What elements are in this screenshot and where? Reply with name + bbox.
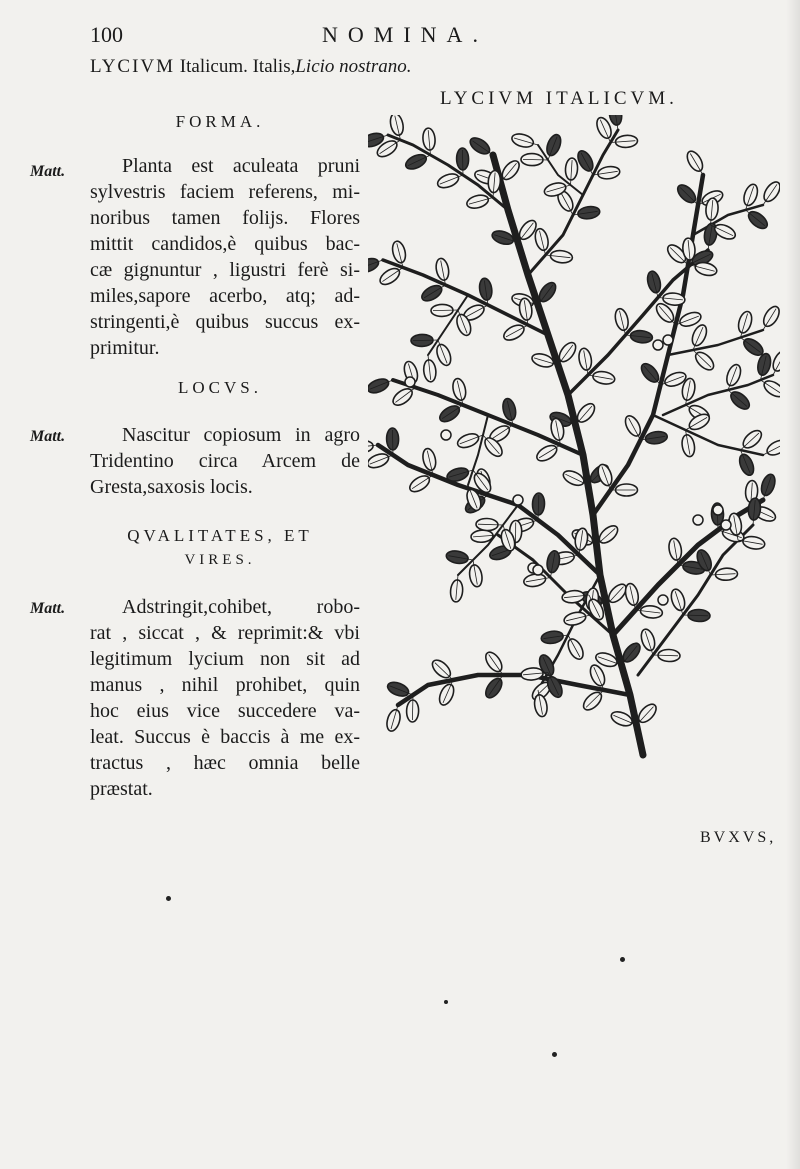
text-line: hoc eius vice succedere va-: [90, 700, 360, 722]
text-line: stringenti,è quibus succus ex-: [90, 311, 360, 333]
text-line: sylvestris faciem referens, mi-: [90, 181, 360, 203]
text-line: Tridentino circa Arcem de: [90, 450, 360, 472]
section-heading-forma: FORMA.: [175, 112, 265, 131]
ink-speck: [620, 957, 625, 962]
tree-berry: [441, 430, 451, 440]
section-heading-qualitates: QVALITATES, ET: [127, 526, 313, 545]
tree-berry: [513, 495, 523, 505]
text-line: Gresta,saxosis locis.: [90, 476, 253, 498]
tree-leaf: [368, 451, 391, 470]
page-number: 100: [90, 22, 123, 47]
tree-leaf: [368, 376, 391, 395]
entry-vernacular: Licio nostrano.: [295, 56, 412, 77]
text-line: miles,sapore acerbo, atq; ad-: [90, 285, 360, 307]
text-line: mittit candidos,è quibus bac-: [90, 233, 360, 255]
tree-berry: [658, 595, 668, 605]
paragraph-forma: [90, 153, 360, 361]
tree-woodcut-illustration: [368, 115, 780, 765]
ink-speck: [552, 1052, 557, 1057]
text-line: legitimum lycium non sit ad: [90, 648, 360, 670]
text-line: manus , nihil prohibet, quin: [90, 674, 360, 696]
ink-speck: [166, 896, 171, 901]
entry-italis: Italis,: [252, 56, 296, 77]
section-heading-vires: VIRES.: [184, 552, 256, 568]
text-line: noribus tamen folijs. Flores: [90, 207, 360, 229]
text-line: Nascitur copiosum in agro: [122, 424, 360, 446]
tree-leaf: [761, 179, 780, 204]
text-line: primitur.: [90, 337, 160, 359]
text-line: leat. Succus è baccis à me ex-: [90, 726, 360, 748]
tree-leaf: [761, 378, 780, 400]
text-line: tractus , hæc omnia belle: [90, 752, 360, 774]
catchword: BVXVS,: [700, 829, 777, 846]
plate-caption: LYCIVM ITALICVM.: [440, 88, 678, 109]
running-head: NOMINA.: [322, 22, 488, 47]
text-line: cæ gignuntur , ligustri ferè si-: [90, 259, 360, 281]
marginal-note: Matt.: [30, 163, 66, 180]
text-line: præstat.: [90, 778, 153, 800]
text-line: Planta est aculeata pruni: [122, 155, 360, 177]
entry-title: [90, 56, 411, 78]
text-line: rat , siccat , & reprimit:& vbi: [90, 622, 360, 644]
tree-leaf: [761, 304, 780, 329]
section-heading-locus: LOCVS.: [178, 378, 262, 397]
marginal-note: Matt.: [30, 600, 66, 617]
tree-berry: [405, 377, 415, 387]
marginal-note: Matt.: [30, 428, 66, 445]
tree-berry: [693, 515, 703, 525]
tree-leaf: [770, 348, 780, 373]
tree-berry: [653, 340, 663, 350]
paragraph-qualitates: [90, 594, 360, 802]
tree-berry: [663, 335, 673, 345]
tree-leaf: [368, 440, 374, 454]
text-line: Adstringit,cohibet, robo-: [122, 596, 360, 618]
tree-leaf: [368, 256, 380, 275]
paragraph-locus: [90, 422, 360, 500]
tree-berry: [713, 505, 723, 515]
tree-berry: [533, 565, 543, 575]
entry-latin: Italicum.: [179, 56, 248, 77]
page-edge-shadow: [786, 0, 800, 1169]
ink-speck: [444, 1000, 448, 1004]
tree-berry: [721, 520, 731, 530]
entry-name: LYCIVM: [90, 56, 176, 77]
tree-branch: [593, 175, 703, 515]
